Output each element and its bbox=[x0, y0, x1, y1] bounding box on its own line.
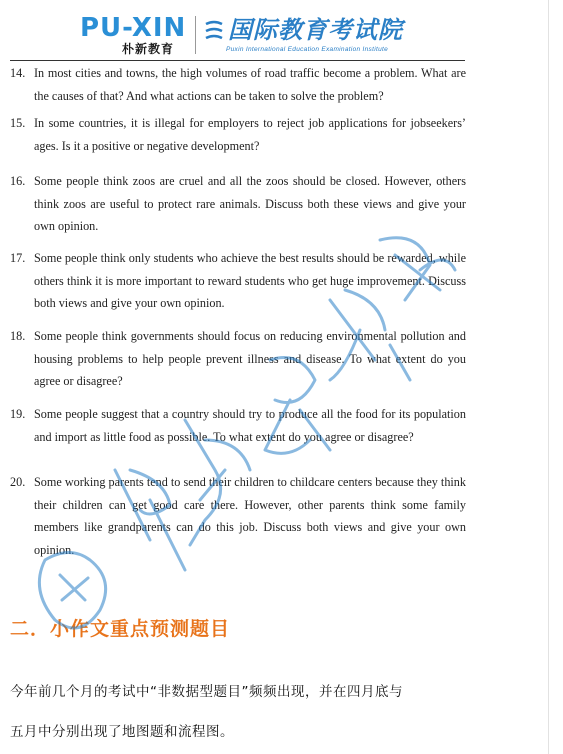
question-item bbox=[10, 62, 466, 107]
question-item bbox=[10, 403, 466, 448]
page-edge-divider bbox=[548, 0, 549, 754]
question-text: Some people think zoos are cruel and all the zoos should be closed. However, others think zoos are useful to protect rare animals. Discuss both these views and give your own opinion. bbox=[34, 174, 466, 233]
question-number: 14. bbox=[10, 66, 26, 80]
question-text: Some people think governments should focus on reducing environmental pollution and housing problems to help people prevent illness and disease. To what extent do you agree or disagree? bbox=[34, 329, 466, 388]
page-header bbox=[60, 10, 480, 58]
puxin-logo-subtitle: 朴新教育 bbox=[122, 42, 175, 56]
question-item bbox=[10, 112, 466, 157]
question-text: Some people suggest that a country should try to produce all the food for its population and import as little food as possible. To what extent do you agree or disagree? bbox=[34, 407, 466, 444]
question-number: 20. bbox=[10, 475, 26, 489]
logo-divider bbox=[195, 16, 196, 54]
question-text: In most cities and towns, the high volumes of road traffic become a problem. What are the causes of that? And what actions can be taken to solve the problem? bbox=[34, 66, 466, 103]
section-paragraph-line: 五月中分别出现了地图题和流程图。 bbox=[10, 724, 234, 740]
header-rule bbox=[10, 60, 465, 61]
question-number: 18. bbox=[10, 329, 26, 343]
question-item bbox=[10, 170, 466, 238]
question-text: In some countries, it is illegal for employers to reject job applications for jobseekers’ ages. Is it a positive or negative development? bbox=[34, 116, 466, 153]
institute-english-name: Puxin International Education Examination Institute bbox=[226, 46, 389, 53]
question-item bbox=[10, 471, 466, 561]
institute-emblem-icon bbox=[203, 20, 225, 44]
institute-name: 国际教育考试院 bbox=[228, 16, 403, 44]
question-item bbox=[10, 247, 466, 315]
question-number: 17. bbox=[10, 251, 26, 265]
question-number: 15. bbox=[10, 116, 26, 130]
question-text: Some working parents tend to send their children to childcare centers because they think their children can get good care there. However, other parents think some family members like grandparents can do this job. Discuss both views and give your own opinion. bbox=[34, 475, 466, 557]
section-paragraph-line: 今年前几个月的考试中“非数据型题目”频频出现，并在四月底与 bbox=[10, 684, 403, 700]
question-number: 16. bbox=[10, 174, 26, 188]
section-heading: 二．小作文重点预测题目 bbox=[10, 618, 231, 640]
question-number: 19. bbox=[10, 407, 26, 421]
question-text: Some people think only students who achieve the best results should be rewarded, while others think it is more important to reward students who get huge improvement. Discuss both views and give your own opinion. bbox=[34, 251, 466, 310]
puxin-logo: PU-XIN bbox=[80, 13, 187, 43]
question-item bbox=[10, 325, 466, 393]
